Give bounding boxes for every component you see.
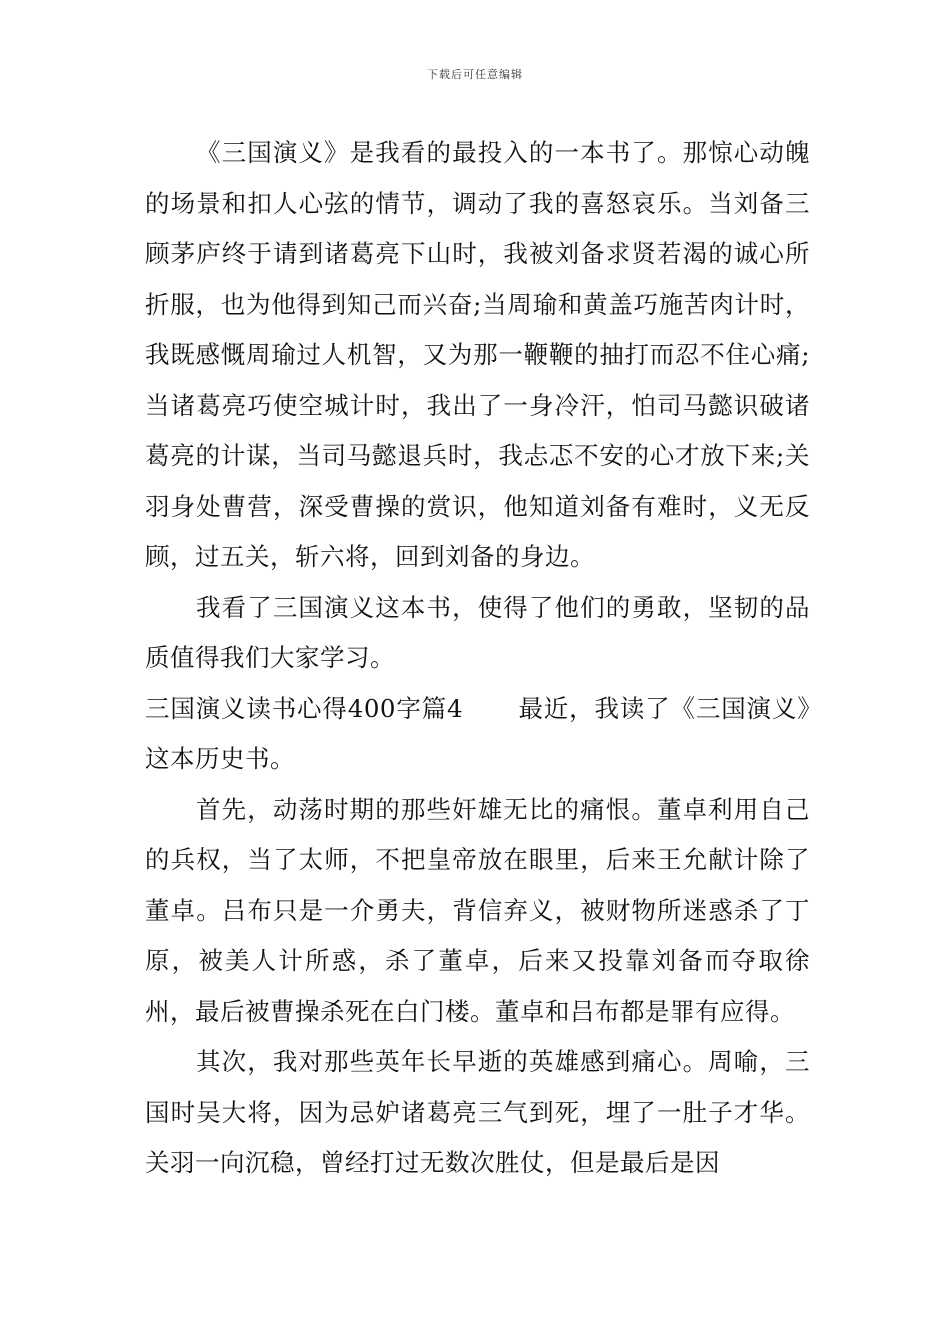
paragraph-2: 我看了三国演义这本书，使得了他们的勇敢，坚韧的品质值得我们大家学习。 [145, 592, 810, 672]
document-body [145, 128, 810, 1189]
section-heading-line [145, 684, 810, 785]
paragraph-3: 最近，我读了《三国演义》这本历史书。 [145, 693, 810, 773]
section-title: 三国演义读书心得400字篇4 [145, 693, 464, 723]
paragraph-4: 首先，动荡时期的那些奸雄无比的痛恨。董卓利用自己的兵权，当了太师，不把皇帝放在眼里，后来王允献计除了董卓。吕布只是一介勇夫，背信弃义，被财物所迷惑杀了丁原，被美人计所惑，杀了董卓，后来又投靠刘备而夺取徐州，最后被曹操杀死在白门楼。董卓和吕布都是罪有应得。 [145, 794, 810, 1026]
paragraph-5: 其次，我对那些英年长早逝的英雄感到痛心。周喻，三国时吴大将，因为忌妒诸葛亮三气到死，埋了一肚子才华。关羽一向沉稳，曾经打过无数次胜仗，但是最后是因 [145, 1047, 810, 1177]
paragraph-1: 《三国演义》是我看的最投入的一本书了。那惊心动魄的场景和扣人心弦的情节，调动了我的喜怒哀乐。当刘备三顾茅庐终于请到诸葛亮下山时，我被刘备求贤若渴的诚心所折服，也为他得到知己而兴奋;当周瑜和黄盖巧施苦肉计时，我既感慨周瑜过人机智，又为那一鞭鞭的抽打而忍不住心痛;当诸葛亮巧使空城计时，我出了一身冷汗，怕司马懿识破诸葛亮的计谋，当司马懿退兵时，我忐忑不安的心才放下来;关羽身处曹营，深受曹操的赏识，他知道刘备有难时，义无反顾，过五关，斩六将，回到刘备的身边。 [145, 138, 810, 571]
header-note: 下载后可任意编辑 [427, 68, 523, 81]
